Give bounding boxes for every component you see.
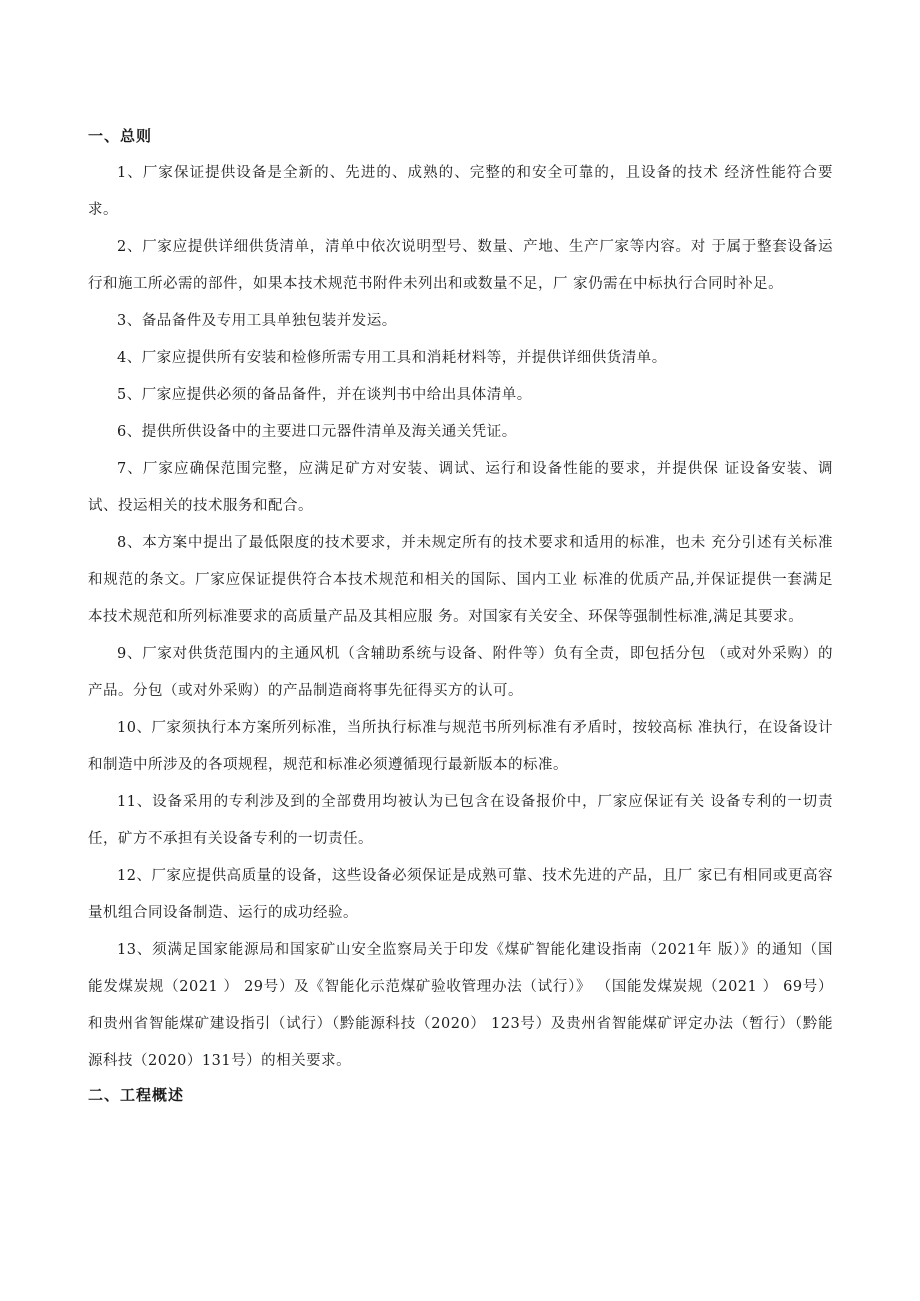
paragraph-6: 6、提供所供设备中的主要进口元器件清单及海关通关凭证。 xyxy=(117,424,517,440)
paragraph-3: 3、备品备件及专用工具单独包装并发运。 xyxy=(117,313,397,329)
paragraph-12: 12、厂家应提供高质量的设备，这些设备必须保证是成熟可靠、技术先进的产品，且厂 家已有相同或更高容量机组合同设备制造、运行的成功经验。 xyxy=(88,868,833,921)
paragraph-1: 1、厂家保证提供设备是全新的、先进的、成熟的、完整的和安全可靠的，且设备的技术 经济性能符合要求。 xyxy=(88,165,833,218)
section-heading-project-overview: 二、工程概述 xyxy=(88,1086,185,1104)
section-heading-general: 一、总则 xyxy=(88,127,153,145)
paragraph-9: 9、厂家对供货范围内的主通风机（含辅助系统与设备、附件等）负有全责，即包括分包 （或对外采购）的产品。分包（或对外采购）的产品制造商将事先征得买方的认可。 xyxy=(88,646,833,699)
paragraph-13: 13、须满足国家能源局和国家矿山安全监察局关于印发《煤矿智能化建设指南（2021年 版）》的通知（国能发煤炭规（2021 ） 29号）及《智能化示范煤矿验收管理办法（试行）》 （国能发煤炭规（2021 ） 69号）和贵州省智能煤矿建设指引（试行）（黔能源科技（2020） 123号）及贵州省智能煤矿评定办法（暂行）（黔能源科技（2020）131号）的相关要求。 xyxy=(88,942,833,1069)
document-page xyxy=(88,118,833,1110)
paragraph-5: 5、厂家应提供必须的备品备件，并在谈判书中给出具体清单。 xyxy=(117,387,532,403)
paragraph-7: 7、厂家应确保范围完整，应满足矿方对安装、调试、运行和设备性能的要求，并提供保 证设备安装、调试、投运相关的技术服务和配合。 xyxy=(88,461,833,514)
paragraph-10: 10、厂家须执行本方案所列标准，当所执行标准与规范书所列标准有矛盾时，按较高标 准执行，在设备设计和制造中所涉及的各项规程，规范和标准必须遵循现行最新版本的标准。 xyxy=(88,720,833,773)
paragraph-2: 2、厂家应提供详细供货清单，清单中依次说明型号、数量、产地、生产厂家等内容。对 于属于整套设备运行和施工所必需的部件，如果本技术规范书附件未列出和或数量不足，厂 家仍需在中标执行合同时补足。 xyxy=(88,239,833,292)
paragraph-8: 8、本方案中提出了最低限度的技术要求，并未规定所有的技术要求和适用的标准，也未 充分引述有关标准和规范的条文。厂家应保证提供符合本技术规范和相关的国际、国内工业 标准的优质产品,并保证提供一套满足本技术规范和所列标准要求的高质量产品及其相应服 务。对国家有关安全、环保等强制性标准,满足其要求。 xyxy=(88,535,833,625)
paragraph-4: 4、厂家应提供所有安装和检修所需专用工具和消耗材料等，并提供详细供货清单。 xyxy=(117,350,667,366)
paragraph-11: 11、设备采用的专利涉及到的全部费用均被认为已包含在设备报价中，厂家应保证有关 设备专利的一切责任，矿方不承担有关设备专利的一切责任。 xyxy=(88,794,833,847)
